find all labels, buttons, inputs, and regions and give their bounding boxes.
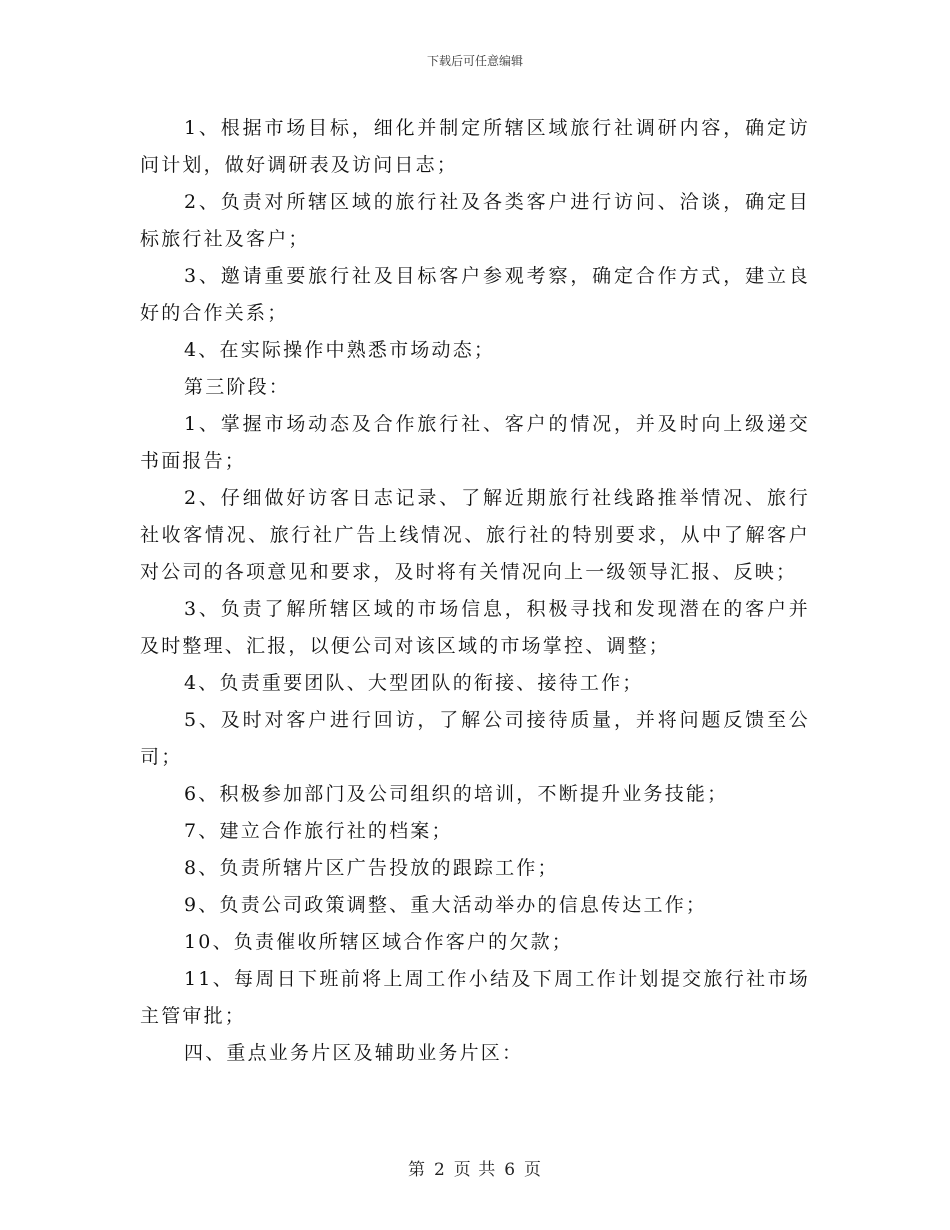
paragraph: 2、负责对所辖区域的旅行社及各类客户进行访问、洽谈，确定目标旅行社及客户； bbox=[140, 191, 810, 250]
footer-middle: 页 共 bbox=[453, 1160, 497, 1180]
page-header: 下载后可任意编辑 bbox=[426, 54, 523, 68]
paragraph: 10、负责催收所辖区域合作客户的欠款； bbox=[184, 931, 573, 953]
paragraph: 1、根据市场目标，细化并制定所辖区域旅行社调研内容，确定访问计划，做好调研表及访问日志； bbox=[140, 117, 810, 176]
paragraph: 2、仔细做好访客日志记录、了解近期旅行社线路推举情况、旅行社收客情况、旅行社广告上线情况、旅行社的特别要求，从中了解客户对公司的各项意见和要求，及时将有关情况向上一级领导汇报、反映； bbox=[140, 487, 810, 583]
document-body bbox=[140, 110, 810, 1072]
section-heading: 四、重点业务片区及辅助业务片区： bbox=[184, 1042, 524, 1064]
page-footer bbox=[0, 1155, 950, 1180]
paragraph: 6、积极参加部门及公司组织的培训，不断提升业务技能； bbox=[184, 783, 729, 805]
paragraph: 4、负责重要团队、大型团队的衔接、接待工作； bbox=[184, 672, 644, 694]
paragraph: 1、掌握市场动态及合作旅行社、客户的情况，并及时向上级递交书面报告； bbox=[140, 413, 810, 472]
paragraph: 5、及时对客户进行回访，了解公司接待质量，并将问题反馈至公司； bbox=[140, 709, 810, 768]
footer-suffix: 页 bbox=[524, 1160, 543, 1180]
paragraph: 11、每周日下班前将上周工作小结及下周工作计划提交旅行社市场主管审批； bbox=[140, 968, 810, 1027]
paragraph: 7、建立合作旅行社的档案； bbox=[184, 820, 453, 842]
paragraph: 4、在实际操作中熟悉市场动态； bbox=[184, 339, 496, 361]
paragraph: 9、负责公司政策调整、重大活动举办的信息传达工作； bbox=[184, 894, 708, 916]
paragraph: 8、负责所辖片区广告投放的跟踪工作； bbox=[184, 857, 559, 879]
paragraph: 3、邀请重要旅行社及目标客户参观考察，确定合作方式，建立良好的合作关系； bbox=[140, 265, 810, 324]
current-page-number: 2 bbox=[433, 1160, 446, 1180]
paragraph: 3、负责了解所辖区域的市场信息，积极寻找和发现潜在的客户并及时整理、汇报，以便公司对该区域的市场掌控、调整； bbox=[140, 598, 810, 657]
total-pages-number: 6 bbox=[504, 1160, 517, 1180]
section-heading: 第三阶段： bbox=[184, 376, 291, 398]
footer-prefix: 第 bbox=[407, 1160, 426, 1180]
